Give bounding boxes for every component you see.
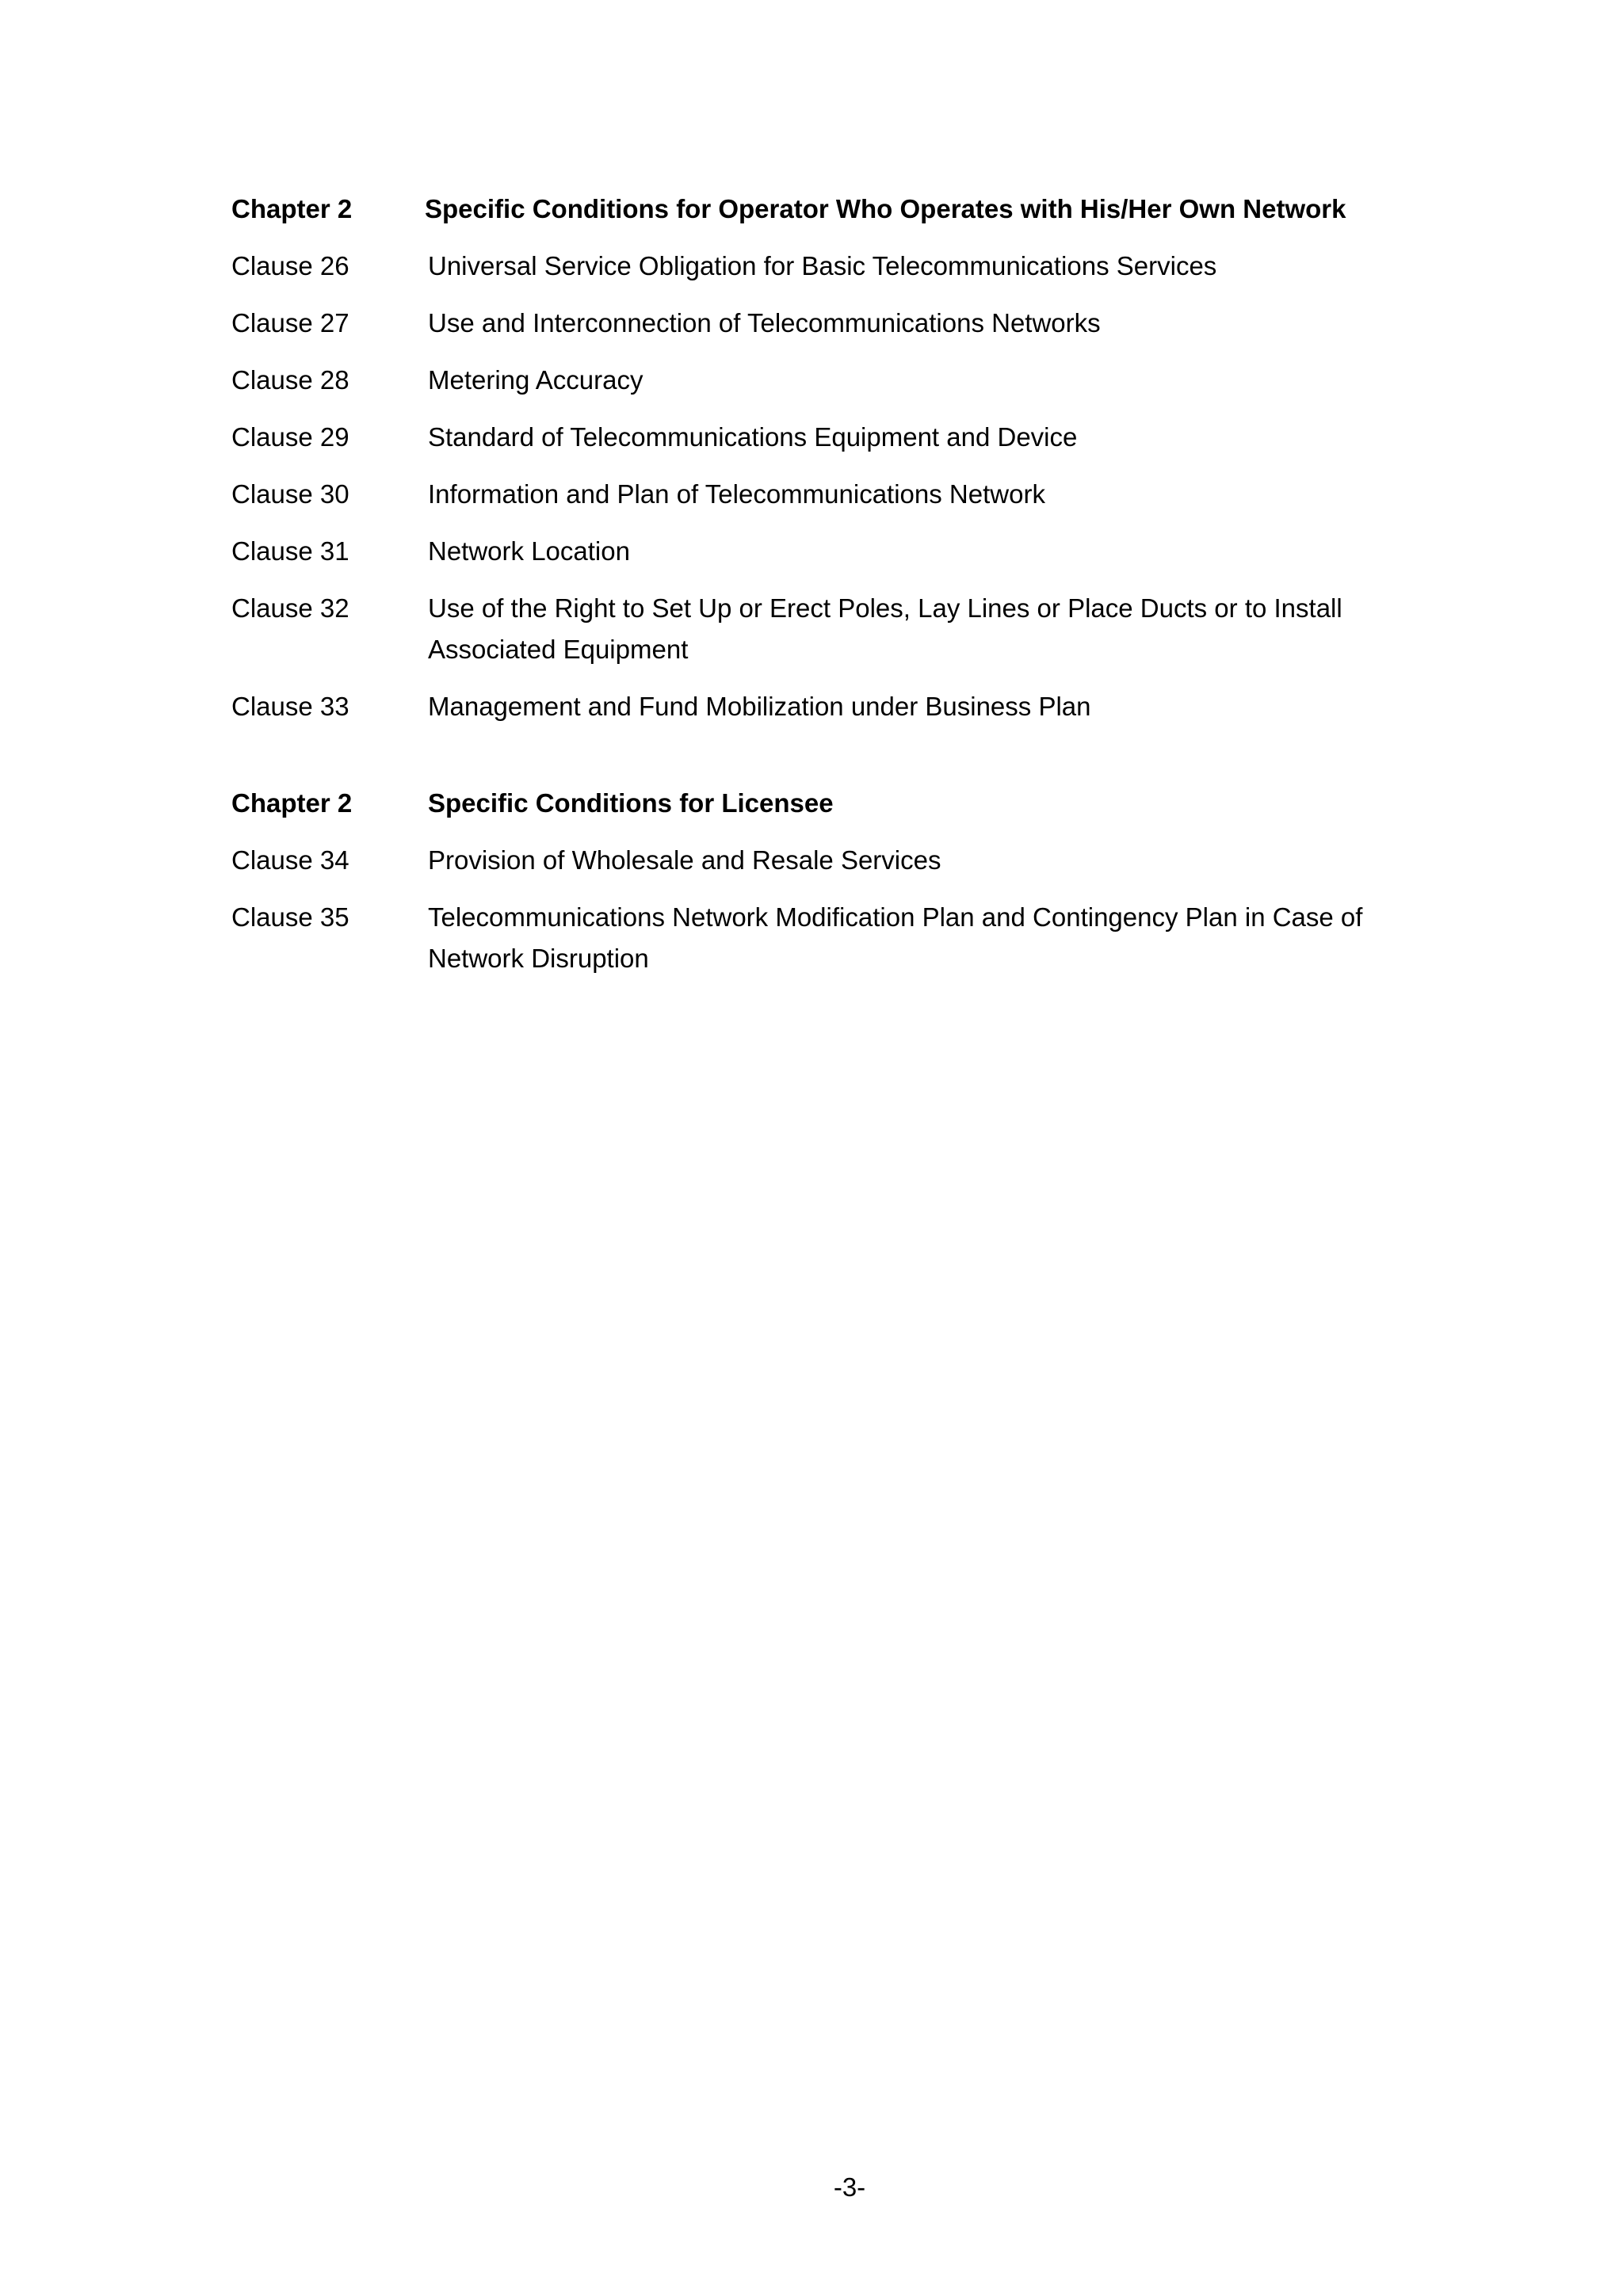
toc-section	[231, 783, 1436, 979]
chapter-label: Chapter 2	[231, 194, 353, 223]
clause-entry	[231, 840, 1436, 881]
clause-label: Clause 28	[231, 365, 349, 395]
clause-entry	[231, 474, 1436, 515]
clause-entry	[231, 360, 1436, 401]
clause-label: Clause 27	[231, 308, 349, 338]
clause-title: Use of the Right to Set Up or Erect Poles, Lay Lines or Place Ducts or to Install Associated Equipment	[428, 593, 1342, 664]
clause-title: Universal Service Obligation for Basic Telecommunications Services	[428, 251, 1217, 280]
clause-entry	[231, 303, 1436, 344]
clause-title: Network Location	[428, 536, 630, 566]
toc-section	[231, 189, 1436, 727]
clause-label: Clause 26	[231, 251, 349, 280]
clause-title: Standard of Telecommunications Equipment and Device	[428, 422, 1078, 452]
table-of-contents	[231, 189, 1436, 1035]
clause-label: Clause 32	[231, 593, 349, 623]
chapter-title: Specific Conditions for Operator Who Operates with His/Her Own Network	[425, 194, 1346, 223]
clause-label: Clause 33	[231, 692, 349, 721]
chapter-title: Specific Conditions for Licensee	[428, 788, 834, 818]
clause-title: Information and Plan of Telecommunications Network	[428, 479, 1045, 509]
clause-label: Clause 35	[231, 902, 349, 932]
clause-entry	[231, 588, 1436, 670]
clause-title: Management and Fund Mobilization under Business Plan	[428, 692, 1091, 721]
page-number: -3-	[833, 2172, 866, 2202]
chapter-heading	[231, 783, 1436, 824]
clause-title: Provision of Wholesale and Resale Services	[428, 845, 941, 875]
clause-entry	[231, 246, 1436, 287]
clause-label: Clause 31	[231, 536, 349, 566]
clause-title: Metering Accuracy	[428, 365, 643, 395]
clause-entry	[231, 417, 1436, 458]
chapter-label: Chapter 2	[231, 788, 353, 818]
clause-label: Clause 30	[231, 479, 349, 509]
clause-entry	[231, 897, 1436, 979]
chapter-heading	[231, 189, 1436, 230]
clause-title: Use and Interconnection of Telecommunications Networks	[428, 308, 1101, 338]
clause-label: Clause 34	[231, 845, 349, 875]
clause-entry	[231, 686, 1436, 727]
clause-entry	[231, 531, 1436, 572]
clause-label: Clause 29	[231, 422, 349, 452]
clause-title: Telecommunications Network Modification Plan and Contingency Plan in Case of Network Disruption	[428, 902, 1363, 973]
